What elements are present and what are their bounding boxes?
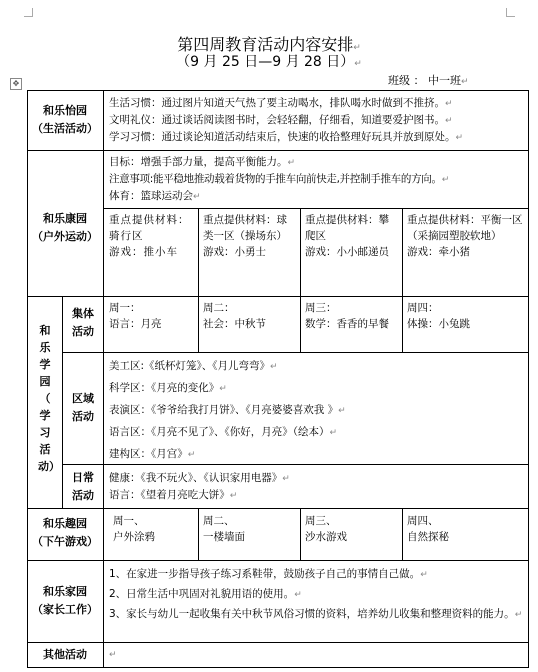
group-activity: 周三： 数学：香香的早餐 — [305, 302, 389, 330]
class-info-text: 班级 ： 中一班 — [388, 74, 461, 87]
schedule-table — [27, 90, 529, 668]
outdoor-zone: 重点提供材料：骑行区 游戏：推小车 — [109, 214, 190, 258]
column-divider — [402, 208, 403, 296]
group-activity: 周二： 社会：中秋节 — [203, 302, 266, 330]
area-activity-label: 区域 活动 — [72, 392, 94, 423]
afternoon-section-label: 和乐趣园 （下午游戏） — [32, 517, 98, 548]
other-content: ↵ — [109, 650, 117, 660]
life-habit: 生活习惯：通过图片知道天气热了要主动喝水，排队喝水时做到不推挤。↵ — [109, 97, 453, 109]
title-text: 第四周教育活动内容安排 — [177, 35, 354, 54]
paragraph-mark: ↵ — [353, 43, 361, 53]
afternoon-game: 周二、 一楼墙面 — [203, 515, 245, 543]
column-divider — [402, 296, 403, 352]
group-activity: 周一： 语言：月亮 — [109, 302, 162, 330]
family-items: 1、在家进一步指导孩子练习系鞋带，鼓励孩子自己的事情自己做。↵ 2、日常生活中巩固对礼貌用语的使用。↵ 3、家长与幼儿一起收集有关中秋节风俗习惯的资料，培养幼儿收集和整理资料的能力。↵ — [109, 568, 523, 620]
outdoor-zone: 重点提供材料：球类一区（操场东） 游戏：小勇士 — [203, 214, 287, 258]
life-content — [109, 95, 525, 146]
outdoor-content — [109, 154, 525, 205]
outdoor-zone: 重点提供材料：平衡一区（采摘园塑胶软地） 游戏：牵小猪 — [407, 214, 523, 258]
column-divider — [402, 508, 403, 560]
daily-activity-label: 日常 活动 — [72, 471, 94, 502]
outdoor-section-label: 和乐康园 （户外运动） — [32, 212, 98, 243]
column-divider — [103, 508, 104, 668]
subtitle-text: （9 月 25 日—9 月 28 日） — [176, 54, 355, 70]
table-border — [27, 90, 28, 668]
paragraph-mark: ↵ — [461, 77, 469, 87]
column-divider — [198, 208, 199, 296]
area-activities: 美工区:《纸杯灯笼》、《月儿弯弯》↵ 科学区：《月亮的变化》↵ 表演区：《爷爷给我打月饼》、《月亮婆婆喜欢我 》↵ 语言区：《月亮不见了》、《你好，月亮》（绘本）↵ 建构区：《月宫》↵ — [109, 360, 346, 460]
group-activity: 周四： 体操：小兔跳 — [407, 302, 470, 330]
document-subtitle — [0, 54, 538, 72]
column-divider — [198, 296, 199, 352]
daily-activities: 健康：《我不玩火》、《认识家用电器》↵ 语言：《望着月亮吃大饼》↵ — [109, 472, 290, 501]
margin-corner-mark — [506, 8, 515, 17]
afternoon-game: 周三、 沙水游戏 — [305, 515, 347, 543]
column-divider — [300, 208, 301, 296]
table-border — [528, 90, 529, 668]
family-section-label: 和乐家园 （家长工作） — [32, 585, 98, 616]
move-handle-icon[interactable]: ✥ — [10, 78, 22, 90]
column-divider — [198, 508, 199, 560]
learning-section-label: 和 乐 学 园 （ 学 习 活 动） — [38, 324, 60, 473]
life-section-label: 和乐怡园 （生活活动） — [32, 104, 98, 135]
column-divider — [300, 296, 301, 352]
margin-corner-mark — [24, 8, 33, 17]
outdoor-sport: 体育：篮球运动会↵ — [109, 190, 201, 202]
column-divider — [103, 296, 104, 508]
row-divider — [103, 208, 529, 209]
class-info — [388, 74, 469, 89]
life-study-habit: 学习习惯：通过谈论知道活动结束后，快速的收拾整理好玩具并放到原处。↵ — [109, 131, 464, 143]
outdoor-goal: 目标：增强手部力量，提高平衡能力。↵ — [109, 156, 296, 168]
paragraph-mark: ↵ — [354, 59, 362, 69]
outdoor-zone: 重点提供材料：攀爬区 游戏：小小邮递员 — [305, 214, 389, 258]
group-activity-label: 集体 活动 — [72, 307, 94, 338]
outdoor-note: 注意事项:能平稳地推动载着货物的手推车向前快走,并控制手推车的方向。↵ — [109, 173, 449, 185]
life-etiquette: 文明礼仪：通过谈话阅读图书时，会轻轻翻，仔细看，知道要爱护图书。↵ — [109, 114, 453, 126]
afternoon-game: 周一、 户外涂鸦 — [113, 515, 155, 543]
column-divider — [300, 508, 301, 560]
row-divider — [62, 352, 529, 353]
column-divider — [103, 90, 104, 296]
other-section-label: 其他活动 — [43, 648, 87, 661]
afternoon-game: 周四、 自然探秘 — [407, 515, 449, 543]
